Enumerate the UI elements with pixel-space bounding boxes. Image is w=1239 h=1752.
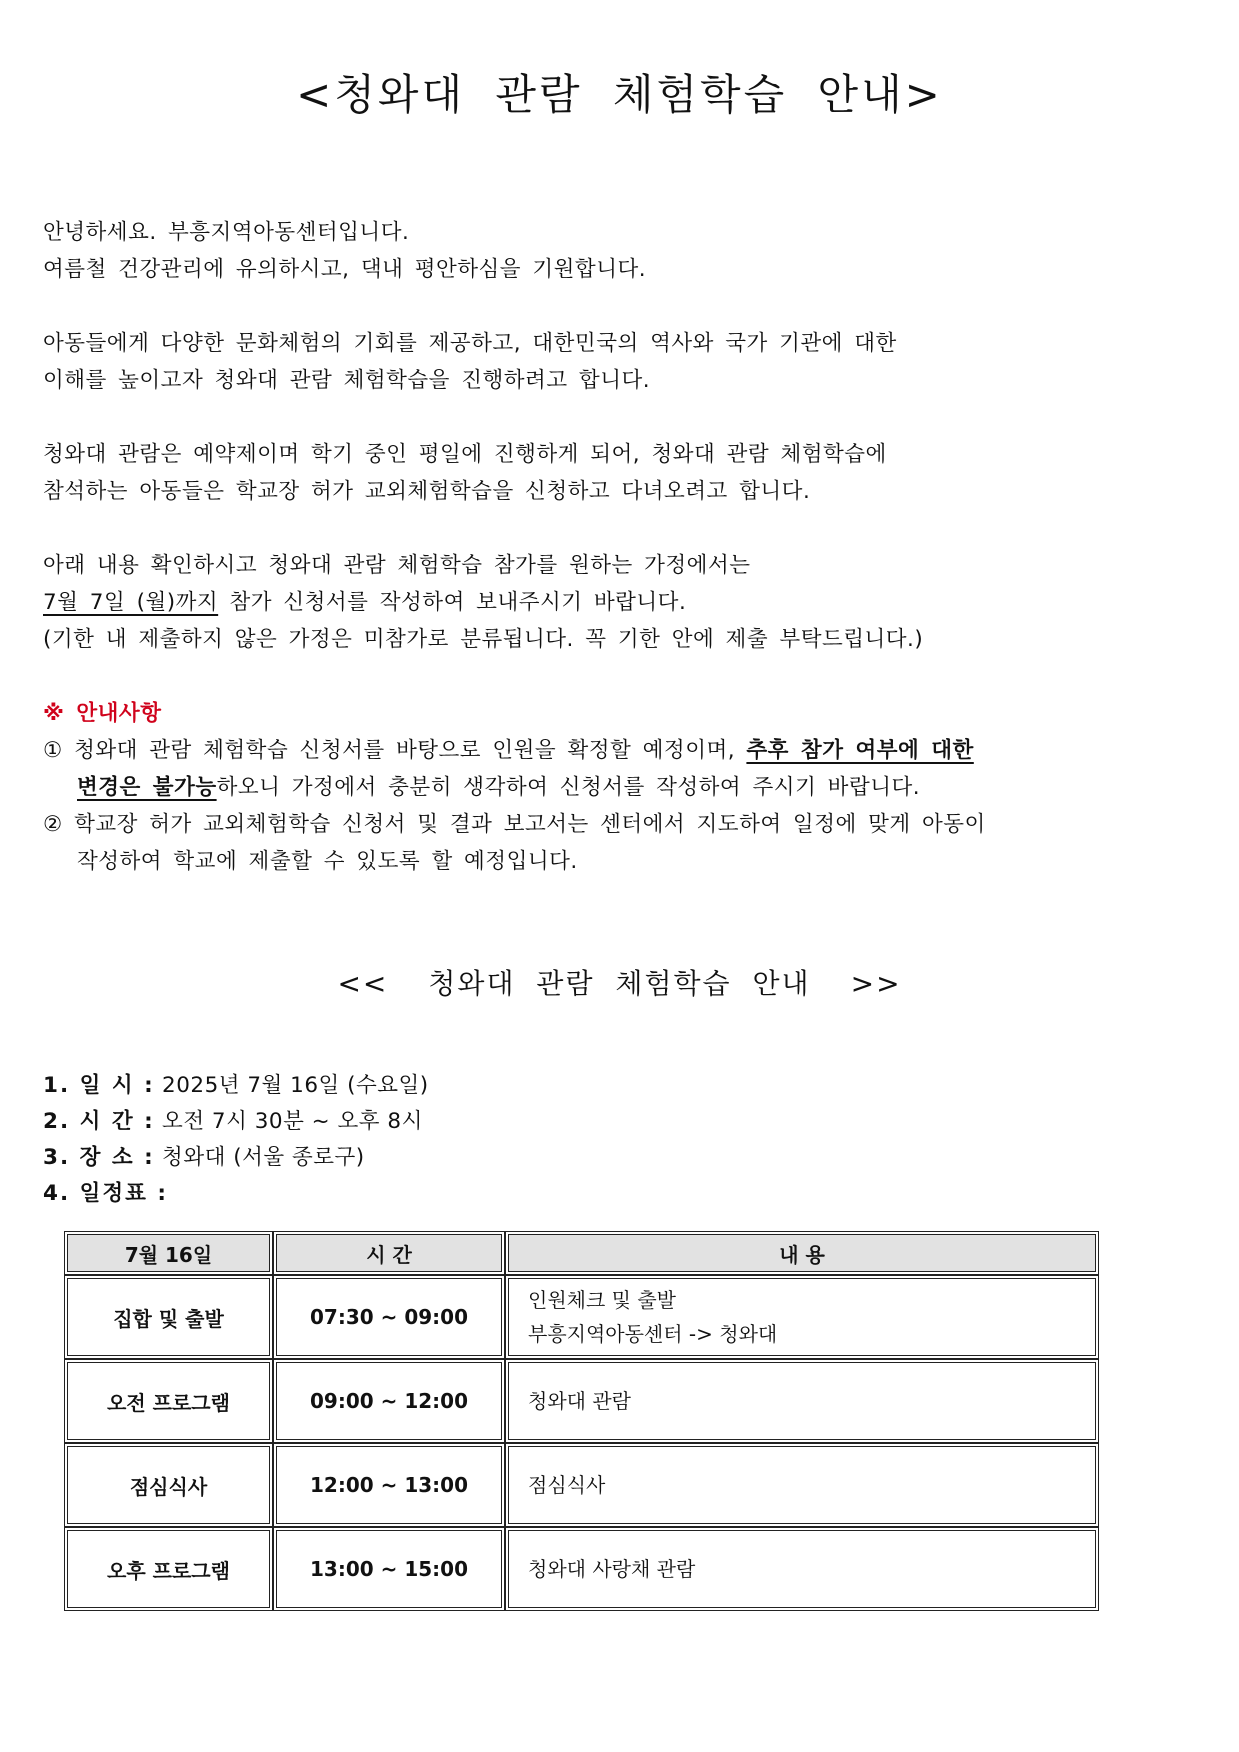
info-time [43, 1108, 423, 1136]
reserve-line-1: 청와대 관람은 예약제이며 학기 중인 평일에 진행하게 되어, 청와대 관람 체험학습에 [43, 442, 887, 467]
notice-item-1-rest: 하오니 가정에서 충분히 생각하여 신청서를 작성하여 주시기 바랍니다. [216, 775, 921, 800]
info-time-label: 2. 시 간 : [43, 1109, 155, 1134]
table-row [64, 1275, 1099, 1359]
info-date-value: 2025년 7월 16일 (수요일) [154, 1073, 429, 1098]
apply-line-2-rest: 참가 신청서를 작성하여 보내주시기 바랍니다. [218, 590, 687, 615]
info-schedule-label: 4. 일정표 : [43, 1181, 169, 1206]
section-title-text: 청와대 관람 체험학습 안내 [428, 967, 811, 1000]
notice-heading: ※ 안내사항 [43, 701, 162, 726]
schedule-item-content-line-2: 부흥지역아동센터 -> 청와대 [528, 1322, 778, 1346]
notice-item-1-emphasis: 추후 참가 여부에 대한 [746, 738, 974, 763]
reserve-line-2: 참석하는 아동들은 학교장 허가 교외체험학습을 신청하고 다녀오려고 합니다. [43, 479, 811, 504]
info-place-value: 청와대 (서울 종로구) [154, 1145, 365, 1170]
schedule-item-time: 12:00 ~ 13:00 [273, 1443, 505, 1527]
notice-item-2-line-2: 작성하여 학교에 제출할 수 있도록 할 예정입니다. [77, 849, 578, 874]
schedule-item-content: 청와대 사랑채 관람 [505, 1527, 1099, 1611]
table-row [64, 1527, 1099, 1611]
schedule-item-time: 07:30 ~ 09:00 [273, 1275, 505, 1359]
section-title [0, 962, 1239, 1002]
info-schedule [43, 1180, 168, 1208]
schedule-header-content: 내 용 [505, 1231, 1099, 1275]
schedule-item-content [505, 1275, 1099, 1359]
deadline-text: 7월 7일 (월)까지 [43, 590, 219, 615]
info-time-value: 오전 7시 30분 ~ 오후 8시 [154, 1109, 423, 1134]
notice-item-1-number: ① [43, 738, 63, 763]
schedule-item-name: 오전 프로그램 [64, 1359, 273, 1443]
section-title-left: << [337, 967, 389, 1000]
schedule-header-row [64, 1231, 1099, 1275]
schedule-header-date: 7월 16일 [64, 1231, 273, 1275]
apply-line-2 [43, 589, 686, 617]
schedule-item-name: 점심식사 [64, 1443, 273, 1527]
notice-item-2-number: ② [43, 812, 63, 837]
page-title: <청와대 관람 체험학습 안내> [296, 70, 943, 119]
purpose-line-2: 이해를 높이고자 청와대 관람 체험학습을 진행하려고 합니다. [43, 368, 651, 393]
schedule-item-content: 청와대 관람 [505, 1359, 1099, 1443]
purpose-line-1: 아동들에게 다양한 문화체험의 기회를 제공하고, 대한민국의 역사와 국가 기관에 대한 [43, 331, 897, 356]
schedule-item-time: 13:00 ~ 15:00 [273, 1527, 505, 1611]
table-row [64, 1443, 1099, 1527]
schedule-item-name: 오후 프로그램 [64, 1527, 273, 1611]
info-place-label: 3. 장 소 : [43, 1145, 155, 1170]
info-place [43, 1144, 365, 1172]
notice-item-2-line-1 [43, 811, 986, 839]
schedule-header-time: 시 간 [273, 1231, 505, 1275]
greeting-line-1: 안녕하세요. 부흥지역아동센터입니다. [43, 220, 410, 245]
schedule-item-name: 집합 및 출발 [64, 1275, 273, 1359]
schedule-item-time: 09:00 ~ 12:00 [273, 1359, 505, 1443]
apply-line-3: (기한 내 제출하지 않은 가정은 미참가로 분류됩니다. 꼭 기한 안에 제출 부탁드립니다.) [43, 627, 924, 652]
info-date [43, 1072, 429, 1100]
notice-item-2-text: 학교장 허가 교외체험학습 신청서 및 결과 보고서는 센터에서 지도하여 일정에 맞게 아동이 [74, 812, 986, 837]
notice-item-1-text: 청와대 관람 체험학습 신청서를 바탕으로 인원을 확정할 예정이며, [74, 738, 747, 763]
info-date-label: 1. 일 시 : [43, 1073, 155, 1098]
notice-item-1-emphasis-2: 변경은 불가능 [77, 775, 217, 800]
apply-line-1: 아래 내용 확인하시고 청와대 관람 체험학습 참가를 원하는 가정에서는 [43, 553, 751, 578]
schedule-item-content: 점심식사 [505, 1443, 1099, 1527]
greeting-line-2: 여름철 건강관리에 유의하시고, 댁내 평안하심을 기원합니다. [43, 257, 647, 282]
schedule-table [64, 1231, 1099, 1611]
section-title-right: >> [850, 967, 902, 1000]
notice-item-1-line-2 [77, 774, 920, 802]
table-row [64, 1359, 1099, 1443]
notice-item-1-line-1 [43, 737, 974, 765]
schedule-item-content-line-1: 인원체크 및 출발 [528, 1288, 676, 1312]
